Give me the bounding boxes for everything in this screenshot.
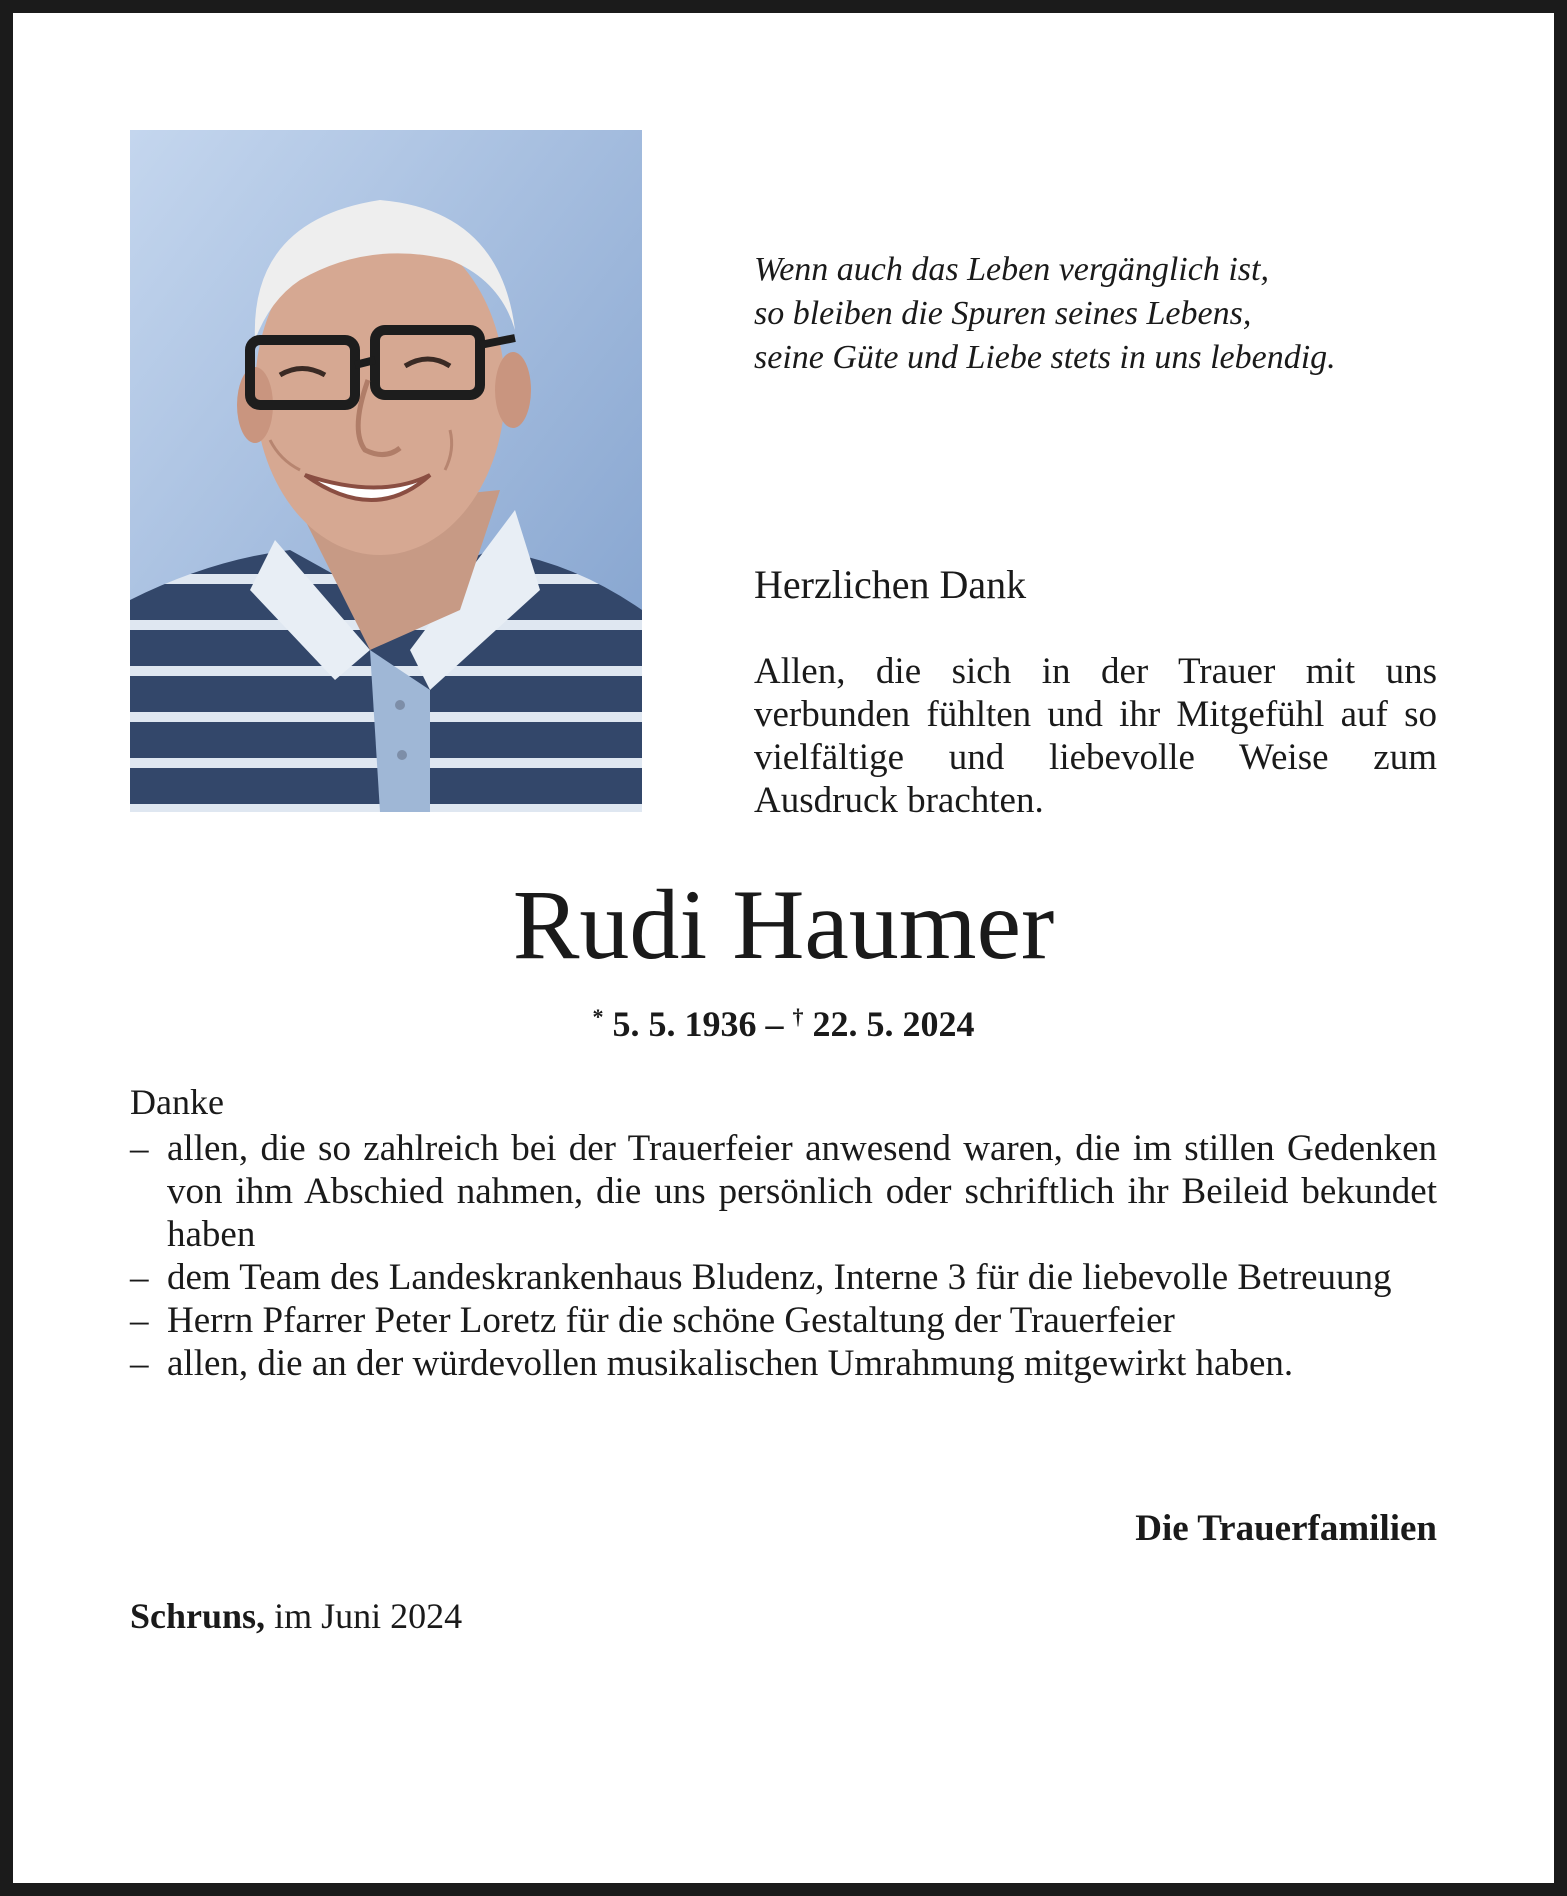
life-dates <box>0 995 1567 1046</box>
list-item-text: dem Team des Landeskrankenhaus Bludenz, Interne 3 für die liebevolle Betreuung <box>167 1257 1392 1298</box>
birth-symbol: * <box>592 1004 604 1029</box>
thanks-paragraph: Allen, die sich in der Trauer mit uns verbunden fühlten und ihr Mitgefühl auf so vielfältige und liebevolle Weise zum Ausdruck brachten. <box>754 651 1437 821</box>
list-dash: – <box>130 1128 149 1169</box>
place-and-date <box>130 1594 462 1638</box>
list-dash: – <box>130 1300 149 1341</box>
list-dash: – <box>130 1257 149 1298</box>
list-dash: – <box>130 1343 149 1384</box>
death-symbol: † <box>792 1004 804 1029</box>
date-separator: – <box>765 1004 784 1044</box>
list-item <box>130 1299 1437 1342</box>
thanks-list <box>130 1127 1437 1385</box>
list-item <box>130 1256 1437 1299</box>
place-town: Schruns, <box>130 1596 266 1636</box>
list-item <box>130 1127 1437 1256</box>
portrait-photo <box>130 130 642 812</box>
quote-line: Wenn auch das Leben vergänglich ist, <box>754 251 1269 288</box>
thanks-heading: Herzlichen Dank <box>754 562 1027 607</box>
birth-date: 5. 5. 1936 <box>612 1004 757 1044</box>
danke-heading: Danke <box>130 1082 224 1122</box>
list-item-text: allen, die an der würdevollen musikalischen Umrahmung mitgewirkt haben. <box>167 1343 1294 1384</box>
death-date: 22. 5. 2024 <box>812 1004 975 1044</box>
place-date: im Juni 2024 <box>274 1596 463 1636</box>
list-item <box>130 1342 1437 1385</box>
signature: Die Trauerfamilien <box>1135 1508 1437 1549</box>
quote-line: so bleiben die Spuren seines Lebens, <box>754 295 1252 332</box>
deceased-name: Rudi Haumer <box>512 869 1055 980</box>
list-item-text: allen, die so zahlreich bei der Trauerfeier anwesend waren, die im stillen Gedenken von ihm Abschied nahmen, die uns persönlich oder schriftlich ihr Beileid bekundet haben <box>167 1128 1437 1255</box>
quote-line: seine Güte und Liebe stets in uns lebendig. <box>754 339 1336 376</box>
memorial-quote <box>754 248 1474 380</box>
list-item-text: Herrn Pfarrer Peter Loretz für die schöne Gestaltung der Trauerfeier <box>167 1300 1175 1341</box>
